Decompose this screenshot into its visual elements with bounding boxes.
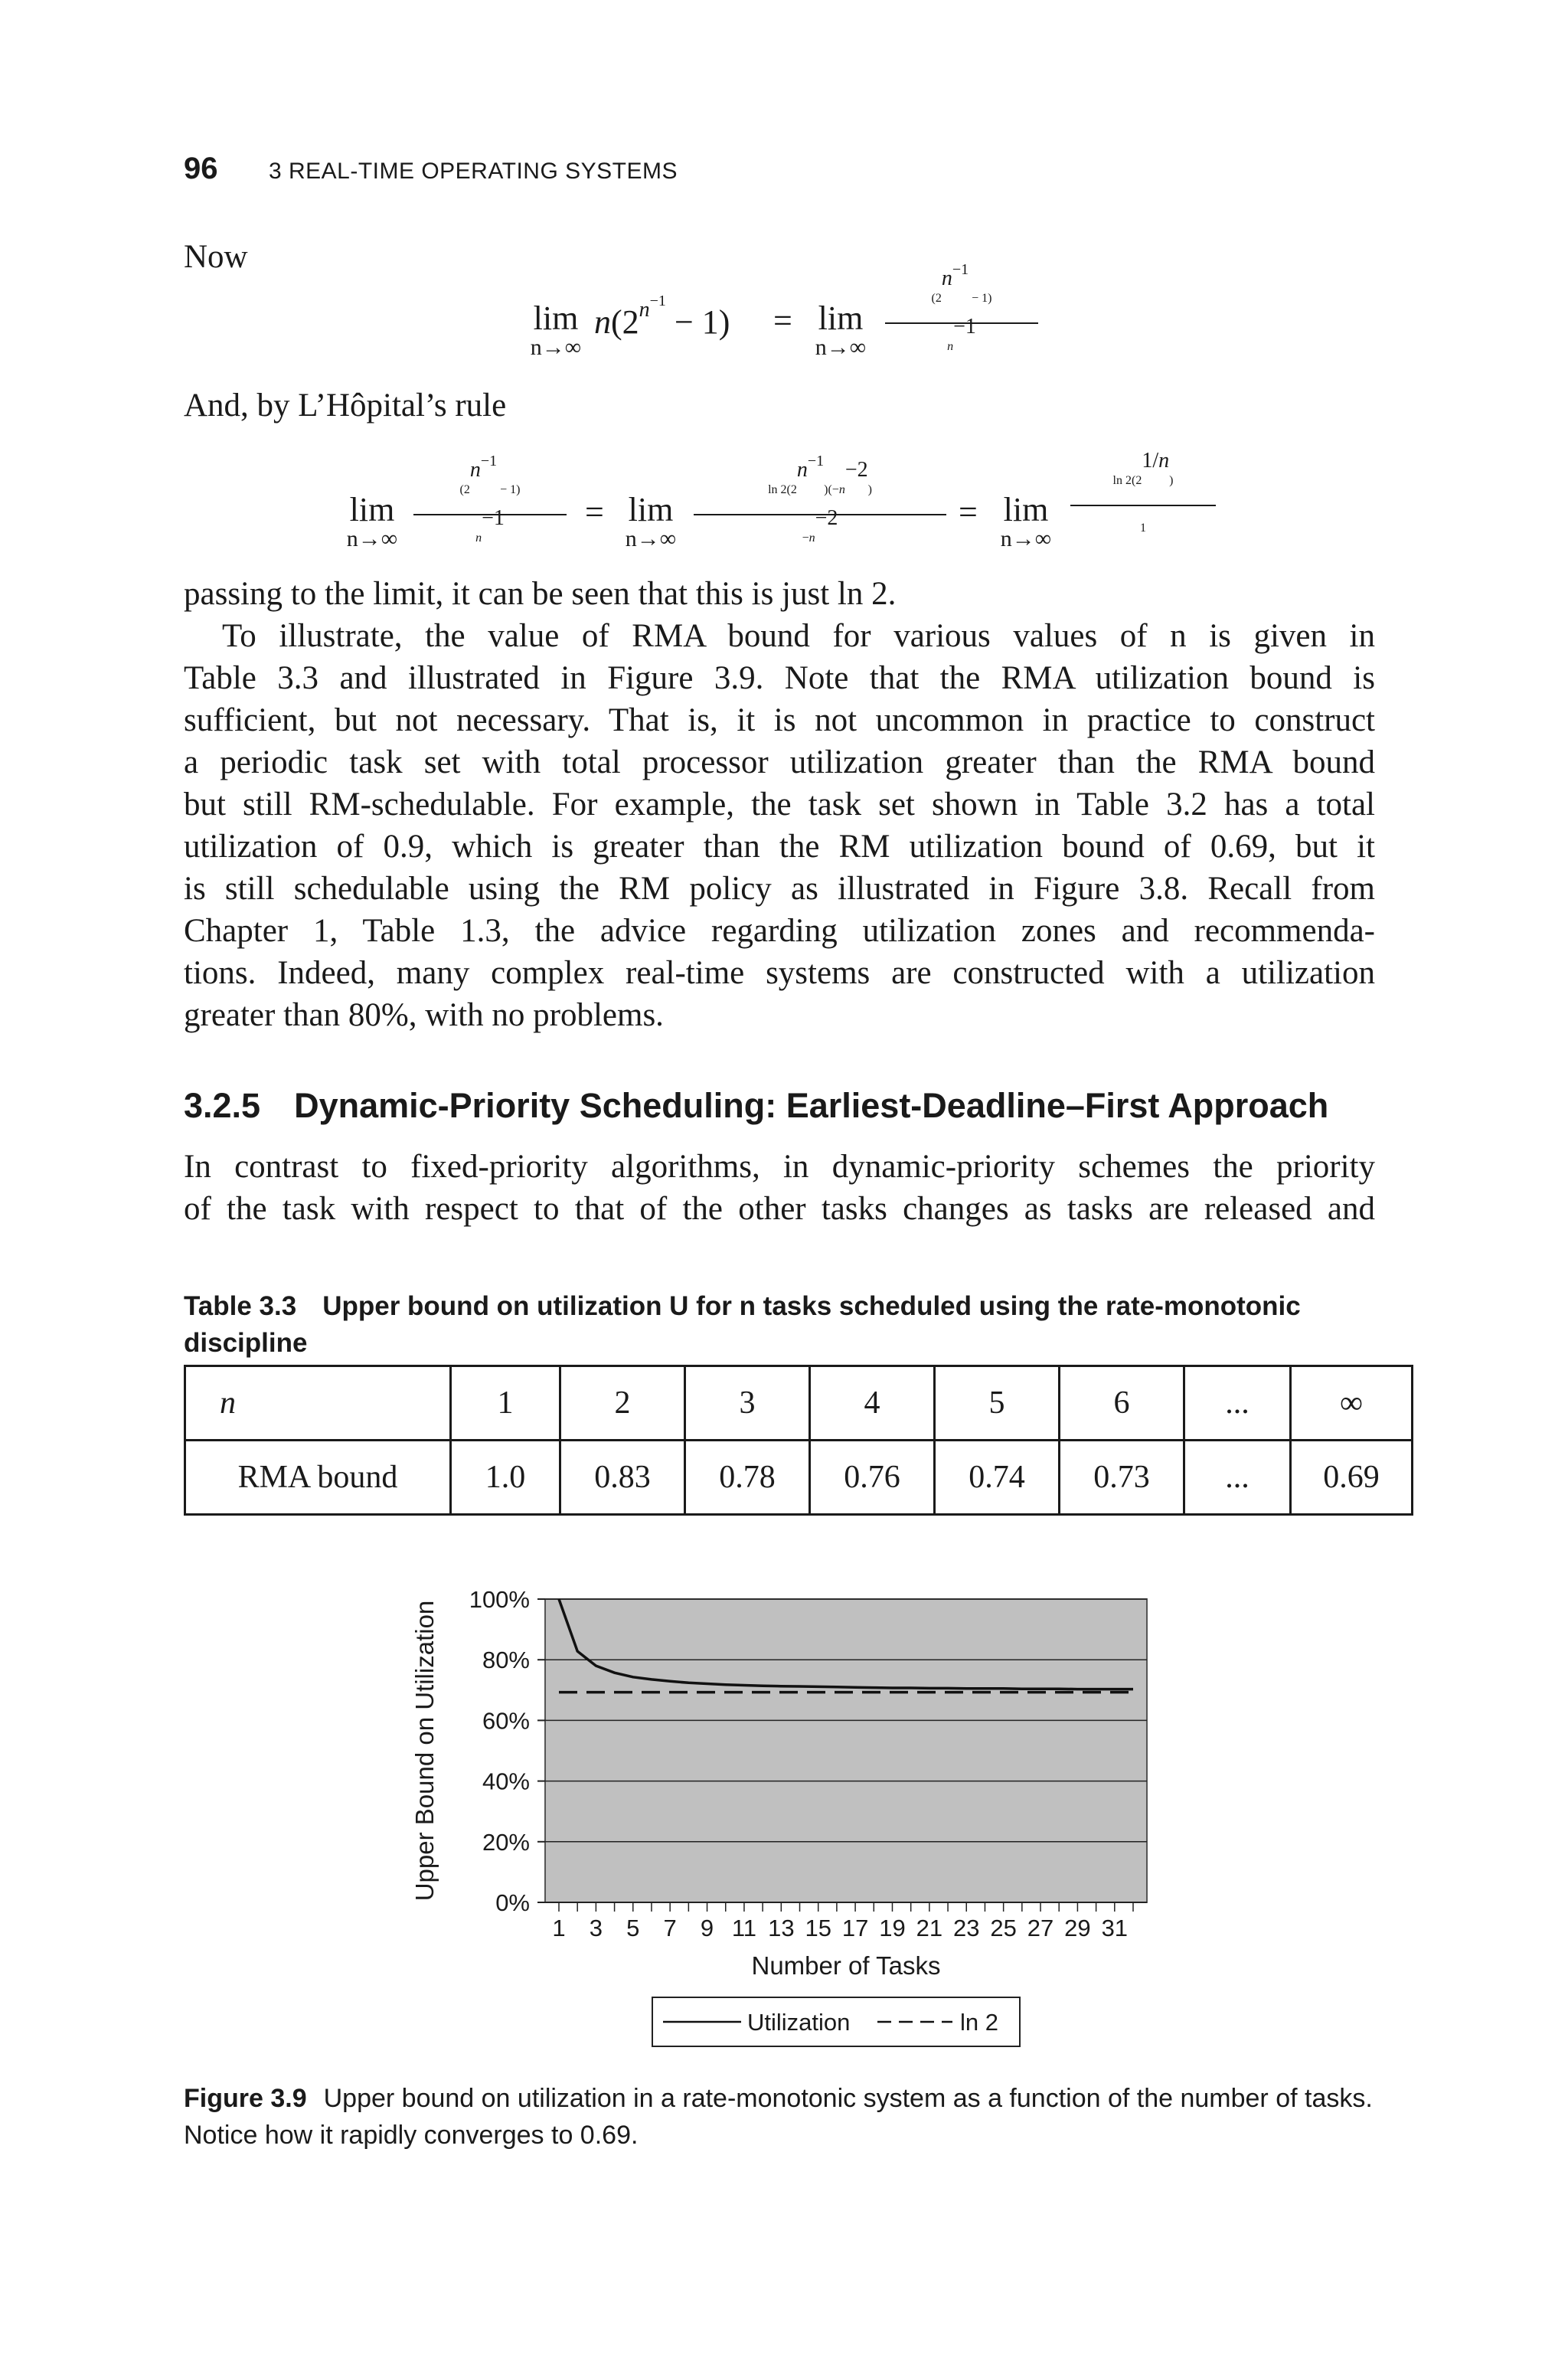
y-tick-label: 40% — [482, 1768, 530, 1795]
para2-line: of the task with respect to that of the other tasks changes as tasks are released and — [184, 1191, 1375, 1227]
x-tick-label: 3 — [589, 1915, 603, 1941]
table-cell: 2 — [560, 1366, 685, 1441]
x-tick-label: 13 — [768, 1915, 795, 1941]
lim-word: lim — [1003, 491, 1049, 528]
table-cell: 1.0 — [451, 1441, 560, 1515]
table-cell: 0.78 — [685, 1441, 810, 1515]
running-head: 3 REAL-TIME OPERATING SYSTEMS — [268, 159, 678, 184]
lim-sub: n→∞ — [346, 526, 398, 551]
x-tick-label: 15 — [805, 1915, 831, 1941]
x-tick-label: 29 — [1064, 1915, 1091, 1941]
para1-line: greater than 80%, with no problems. — [184, 997, 664, 1033]
table-cell: RMA bound — [185, 1441, 451, 1515]
para1-line: but still RM-schedulable. For example, the task set shown in Table 3.2 has a total — [184, 787, 1375, 823]
figure-caption — [184, 2080, 1378, 2154]
x-tick-label: 31 — [1101, 1915, 1129, 1941]
page-number: 96 — [184, 152, 218, 185]
x-tick-label: 17 — [841, 1915, 869, 1941]
legend-label-utilization: Utilization — [747, 2009, 851, 2036]
lim-word: lim — [628, 491, 674, 528]
para1-line: a periodic task set with total processor utilization greater than the RMA bound — [184, 744, 1375, 780]
table-cell: ... — [1184, 1441, 1291, 1515]
x-tick-label: 9 — [700, 1915, 714, 1941]
table-cell: 0.74 — [935, 1441, 1060, 1515]
y-tick-label: 0% — [495, 1889, 530, 1916]
x-tick-label: 5 — [626, 1915, 640, 1941]
eq2-equals-2: = — [959, 493, 978, 531]
table-cell: ... — [1184, 1366, 1291, 1441]
plot-area — [545, 1599, 1147, 1902]
eq2-fraction-3: $\frac{\ln 2(2^{1/n})}{1}$ — [1070, 461, 1216, 548]
lim-word: lim — [533, 299, 579, 337]
table-cell: 4 — [810, 1366, 935, 1441]
table-cell: 0.83 — [560, 1441, 685, 1515]
table-cell: 0.73 — [1060, 1441, 1184, 1515]
section-number: 3.2.5 — [184, 1086, 261, 1125]
para1-line: is still schedulable using the RM policy as illustrated in Figure 3.8. Recall from — [184, 871, 1375, 907]
figure-caption-text: Upper bound on utilization in a rate-monotonic system as a function of the number of tasks. Notice how it rapidly converges to 0.69. — [184, 2084, 1373, 2150]
y-tick-label: 60% — [482, 1707, 530, 1735]
text-now: Now — [184, 239, 248, 275]
x-tick-label: 1 — [552, 1915, 566, 1941]
para1-line: passing to the limit, it can be seen that this is just ln 2. — [184, 576, 897, 612]
lim-word: lim — [349, 491, 395, 528]
para1-line: Chapter 1, Table 1.3, the advice regarding utilization zones and recommenda- — [184, 913, 1375, 949]
table-cell: 3 — [685, 1366, 810, 1441]
x-axis-label: Number of Tasks — [751, 1951, 941, 1980]
lim-sub: n→∞ — [815, 335, 867, 360]
eq1-fraction: $\frac{(2^{n^{-1}} - 1)}{n^{-1}}$ — [885, 270, 1038, 366]
x-tick-label: 21 — [916, 1915, 943, 1941]
x-tick-label: 7 — [663, 1915, 677, 1941]
x-tick-label: 25 — [990, 1915, 1017, 1941]
lim-sub: n→∞ — [530, 335, 582, 360]
para1-line: tions. Indeed, many complex real-time systems are constructed with a utilization — [184, 955, 1375, 991]
eq2-fraction-1: $\frac{(2^{n^{-1}} - 1)}{n^{-1}}$ — [413, 461, 567, 558]
para1-line: Table 3.3 and illustrated in Figure 3.9. Note that the RMA utilization bound is — [184, 660, 1375, 696]
table-cell: 1 — [451, 1366, 560, 1441]
eq1-lhs: $n(2^{n^{-1}} - 1)$ — [594, 293, 730, 341]
eq2-denominator-one: 1 — [1140, 522, 1146, 535]
table-cell: n — [185, 1366, 451, 1441]
para1-line: sufficient, but not necessary. That is, it is not uncommon in practice to construct — [184, 702, 1375, 738]
figure-label: Figure 3.9 — [184, 2084, 307, 2113]
x-tick-label: 19 — [879, 1915, 906, 1941]
lim-sub: n→∞ — [625, 526, 677, 551]
lim-word: lim — [818, 299, 864, 337]
x-tick-label: 23 — [953, 1915, 980, 1941]
section-title: Dynamic-Priority Scheduling: Earliest-Deadline–First Approach — [294, 1086, 1329, 1125]
eq2-equals-1: = — [585, 493, 604, 531]
para1-line: To illustrate, the value of RMA bound for various values of n is given in — [222, 618, 1375, 654]
eq2-fraction-2: $\frac{\ln 2(2^{n^{-1}})(-n^{-2})}{-n^{-2}}$ — [694, 461, 946, 558]
table-label: Table 3.3 — [184, 1291, 297, 1321]
table-cell: 0.69 — [1291, 1441, 1413, 1515]
legend-label-ln2: ln 2 — [960, 2009, 998, 2036]
para2-line: In contrast to fixed-priority algorithms, in dynamic-priority schemes the priority — [184, 1149, 1375, 1185]
table-cell: 0.76 — [810, 1441, 935, 1515]
table-cell: 6 — [1060, 1366, 1184, 1441]
table-cell: 5 — [935, 1366, 1060, 1441]
table-cell: ∞ — [1291, 1366, 1413, 1441]
text-lhopital: And, by L’Hôpital’s rule — [184, 388, 507, 424]
x-tick-label: 11 — [731, 1915, 757, 1941]
y-tick-label: 100% — [469, 1586, 530, 1613]
table-caption-text: Upper bound on utilization U for n tasks scheduled using the rate-monotonic discipline — [184, 1291, 1301, 1358]
para1-line: utilization of 0.9, which is greater than the RM utilization bound of 0.69, but it — [184, 829, 1375, 865]
lim-sub: n→∞ — [1000, 526, 1052, 551]
eq1-equals: = — [773, 302, 792, 339]
y-tick-label: 20% — [482, 1828, 530, 1856]
x-tick-label: 27 — [1027, 1915, 1054, 1941]
y-axis-label: Upper Bound on Utilization — [410, 1600, 439, 1902]
y-tick-label: 80% — [482, 1647, 530, 1674]
